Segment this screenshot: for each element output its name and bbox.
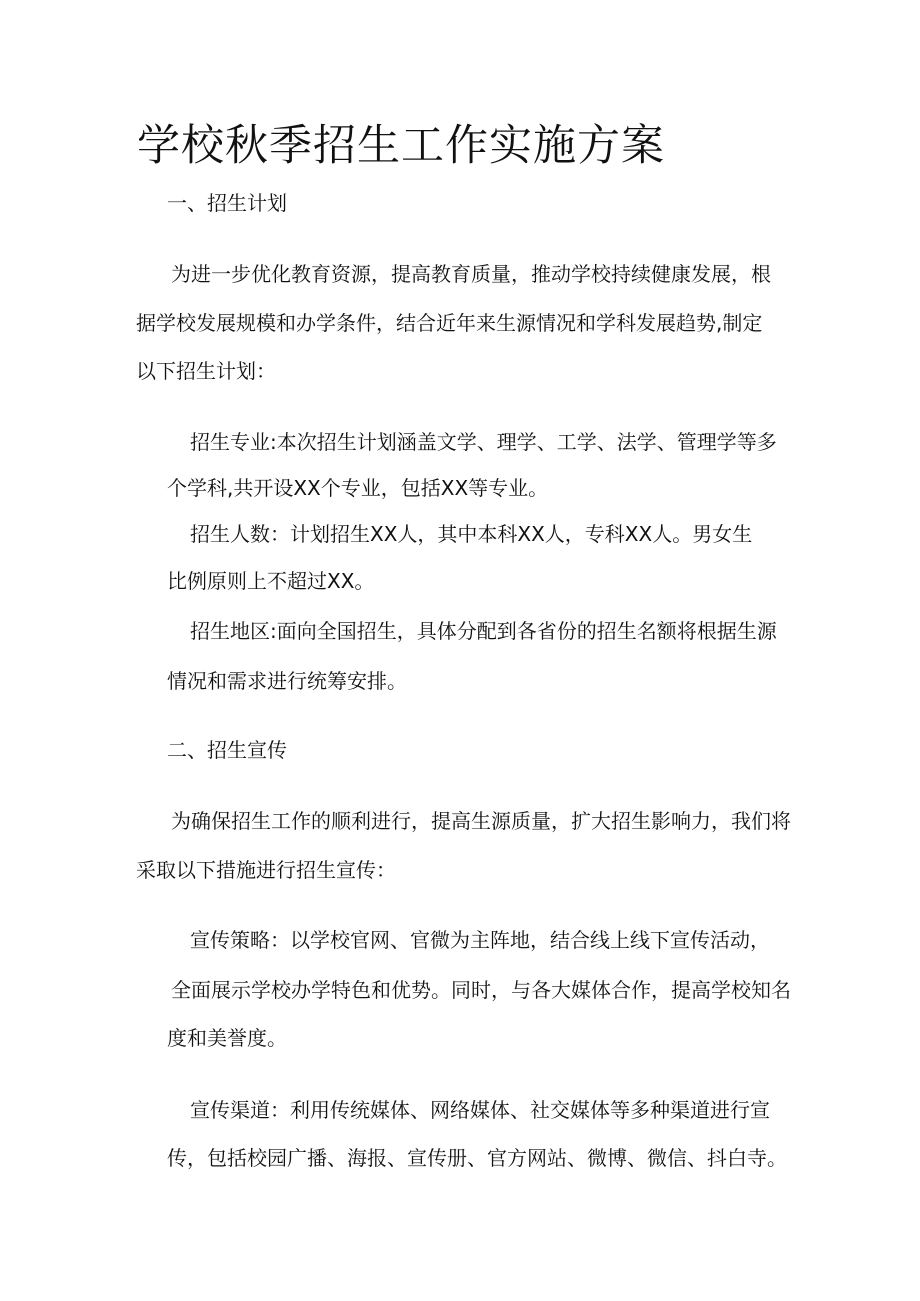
paragraph-line: 采取以下措施进行招生宣传： [136, 858, 396, 882]
paragraph-line: 为进一步优化教育资源，提高教育质量，推动学校持续健康发展，根 [171, 262, 771, 286]
paragraph-line: 宣传策略：以学校官网、官微为主阵地，结合线上线下宣传活动， [190, 928, 770, 952]
paragraph-line: 度和美誉度。 [167, 1026, 287, 1050]
paragraph-line: 传，包括校园广播、海报、宣传册、官方网站、微博、微信、抖白寺。 [167, 1146, 787, 1170]
paragraph-line: 情况和需求进行统筹安排。 [167, 669, 407, 693]
paragraph-line: 个学科,共开设XX个专业，包括XX等专业。 [167, 476, 549, 500]
paragraph-line: 全面展示学校办学特色和优势。同时，与各大媒体合作，提高学校知名 [171, 978, 791, 1002]
paragraph-line: 据学校发展规模和办学条件，结合近年来生源情况和学科发展趋势,制定 [136, 311, 763, 335]
paragraph-line: 比例原则上不超过XX。 [167, 569, 375, 593]
paragraph-line: 招生专业:本次招生计划涵盖文学、理学、工学、法学、管理学等多 [190, 430, 777, 454]
paragraph-line: 以下招生计划： [136, 359, 276, 383]
document-title: 学校秋季招生工作实施方案 [137, 121, 665, 171]
section-heading-plan: 一、招生计划 [167, 191, 287, 215]
paragraph-line: 宣传渠道：利用传统媒体、网络媒体、社交媒体等多种渠道进行宣 [190, 1098, 770, 1122]
paragraph-line: 招生人数：计划招生XX人，其中本科XX人，专科XX人。男女生 [190, 522, 753, 546]
paragraph-line: 招生地区:面向全国招生，具体分配到各省份的招生名额将根据生源 [190, 619, 777, 643]
section-heading-promotion: 二、招生宣传 [167, 738, 287, 762]
paragraph-line: 为确保招生工作的顺利进行，提高生源质量，扩大招生影响力，我们将 [171, 809, 791, 833]
